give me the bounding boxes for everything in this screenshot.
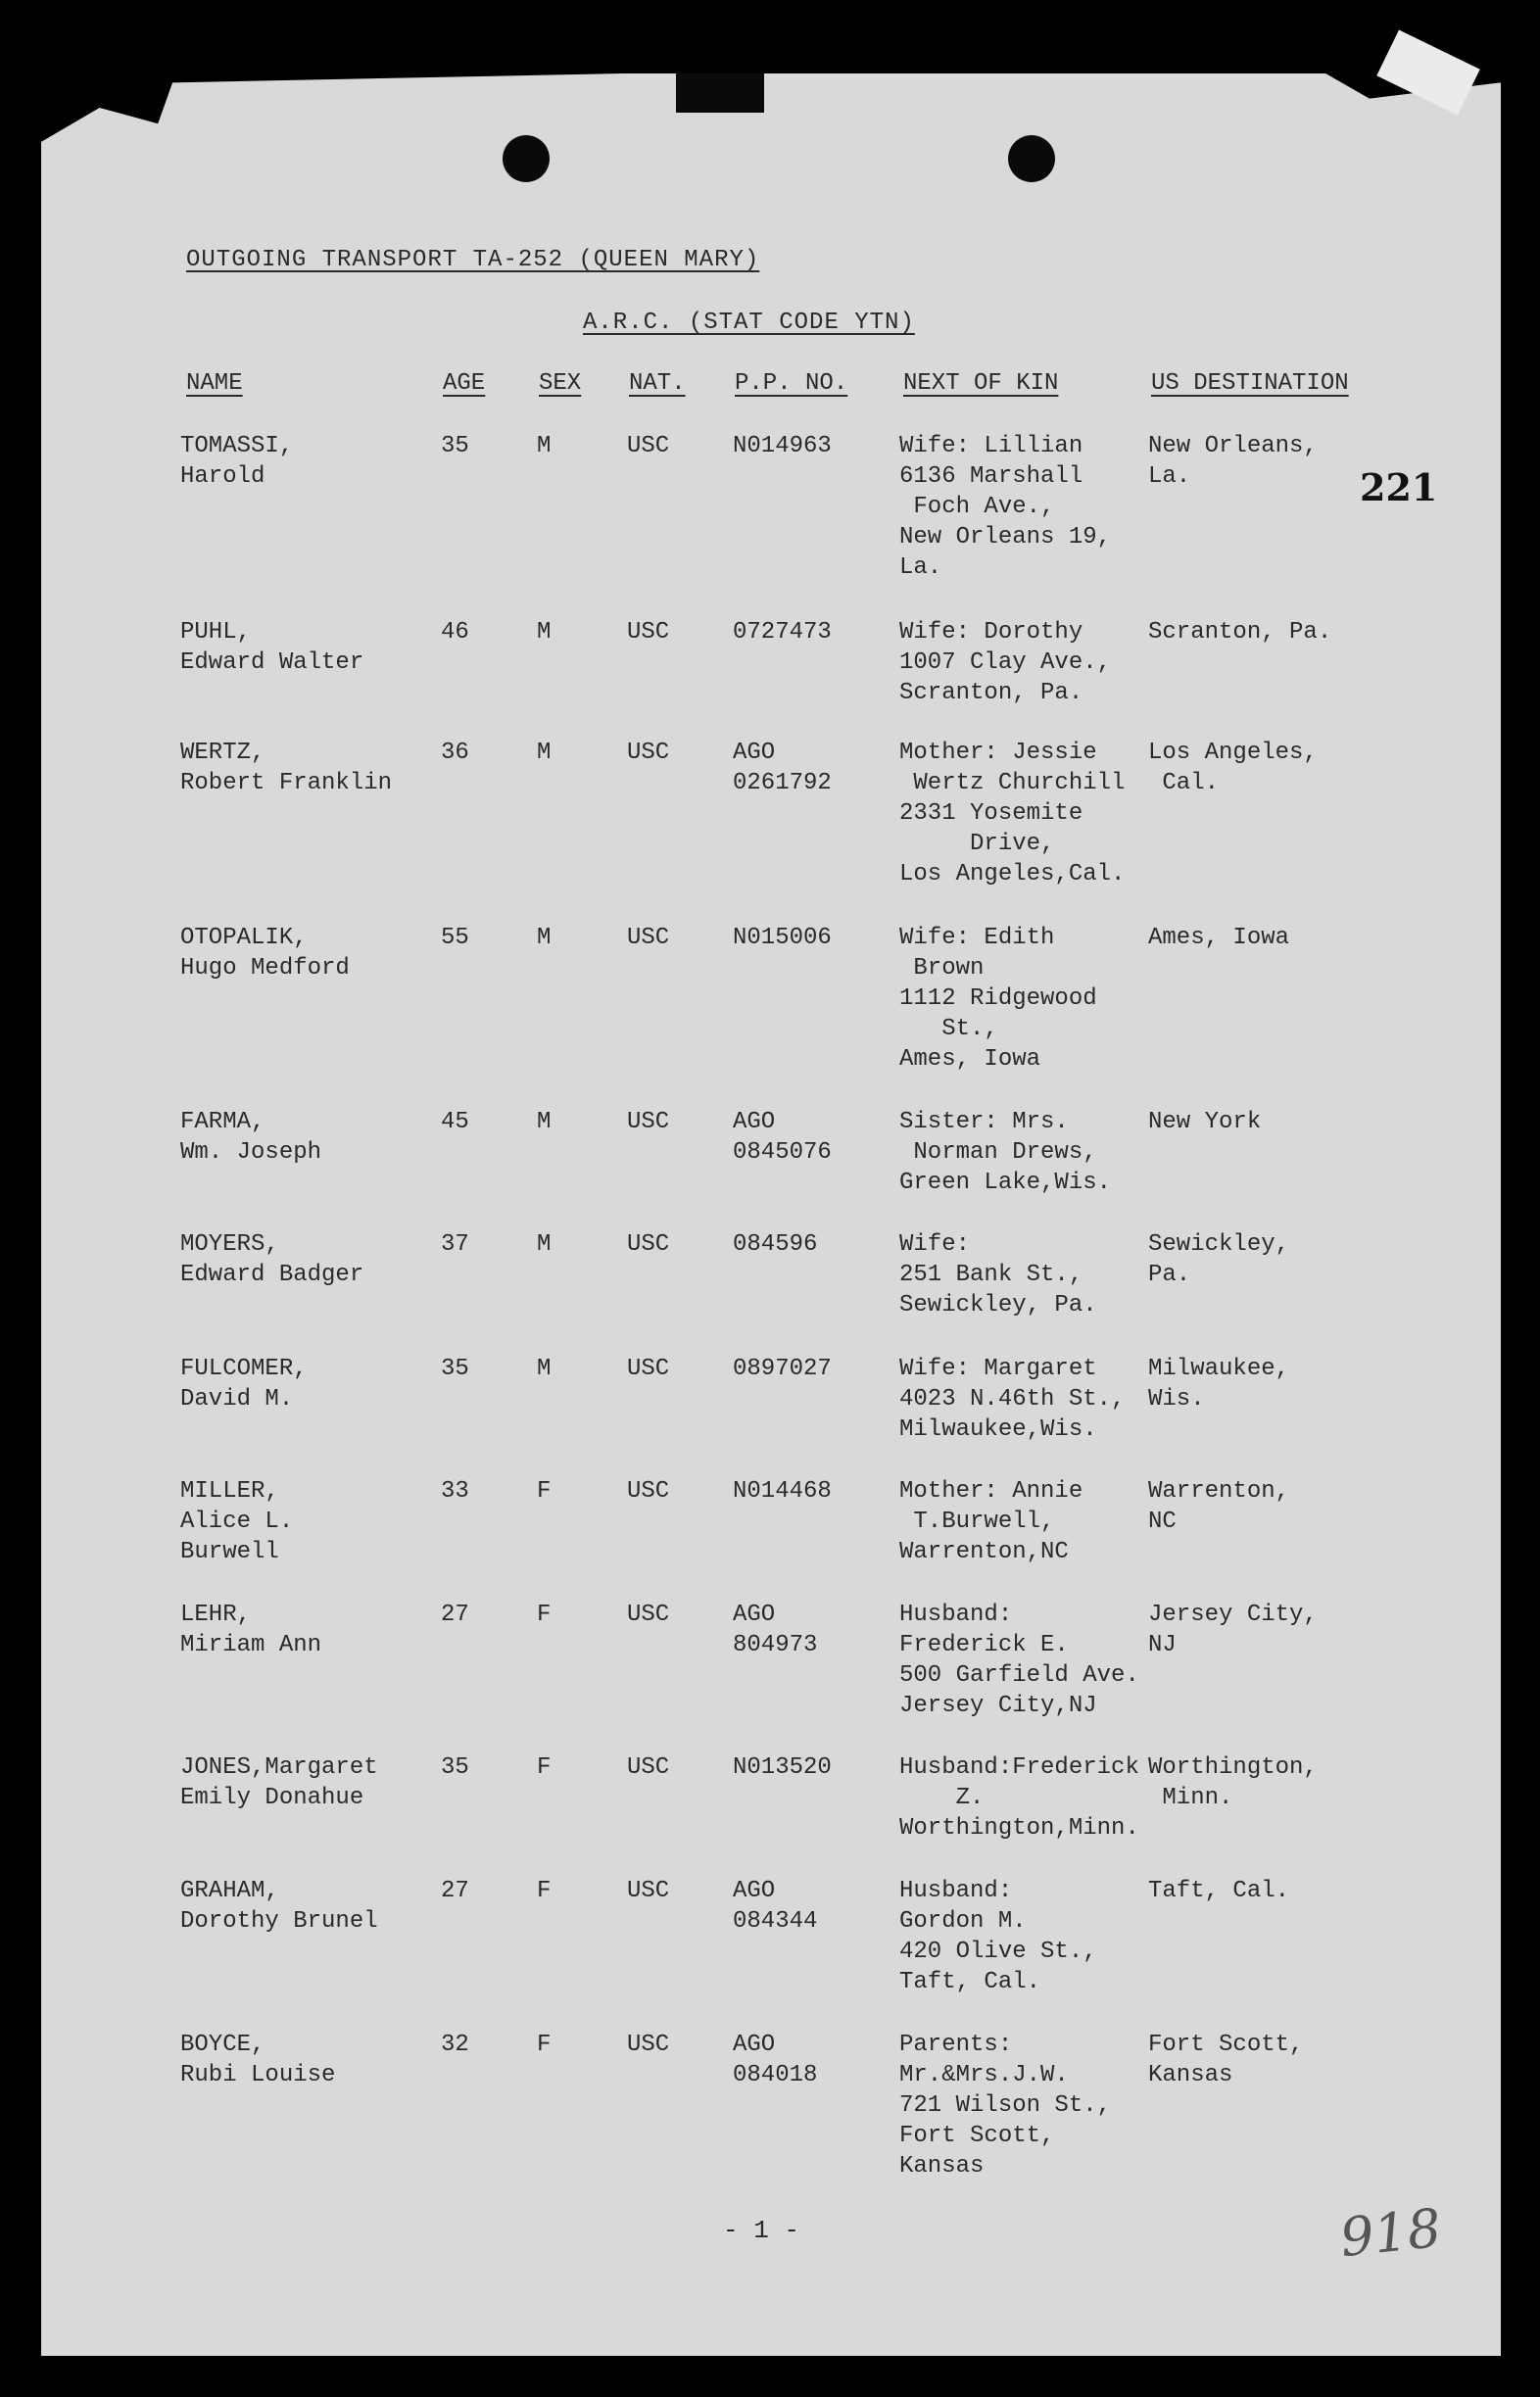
cell-name: WERTZ, Robert Franklin (180, 740, 393, 796)
cell-next-of-kin: Parents: Mr.&Mrs.J.W. 721 Wilson St., Fort Scott, Kansas (899, 2032, 1112, 2180)
header-pp-no: P.P. NO. (735, 370, 848, 397)
cell-age: 33 (441, 1478, 469, 1505)
cell-next-of-kin: Husband: Gordon M. 420 Olive St., Taft, Cal. (899, 1878, 1097, 1995)
cell-name: OTOPALIK, Hugo Medford (180, 925, 350, 982)
cell-next-of-kin: Wife: 251 Bank St., Sewickley, Pa. (899, 1231, 1097, 1318)
cell-name: TOMASSI, Harold (180, 433, 294, 490)
cell-pp-no: N013520 (733, 1754, 832, 1781)
header-name: NAME (186, 370, 243, 397)
header-us-destination: US DESTINATION (1151, 370, 1349, 397)
cell-pp-no: 0897027 (733, 1356, 832, 1382)
page-number: - 1 - (723, 2216, 800, 2245)
cell-pp-no: AGO 0261792 (733, 740, 832, 796)
cell-next-of-kin: Husband:Frederick Z. Worthington,Minn. (899, 1754, 1139, 1842)
cell-sex: M (537, 619, 552, 646)
document-subtitle: A.R.C. (STAT CODE YTN) (583, 310, 915, 336)
cell-nat: USC (627, 1754, 670, 1781)
cell-next-of-kin: Wife: Dorothy 1007 Clay Ave., Scranton, Pa. (899, 619, 1112, 706)
punch-hole (503, 135, 550, 182)
cell-next-of-kin: Wife: Lillian 6136 Marshall Foch Ave., New Orleans 19, La. (899, 433, 1112, 581)
header-nat: NAT. (629, 370, 686, 397)
torn-tab (676, 73, 764, 113)
cell-us-destination: Sewickley, Pa. (1148, 1231, 1290, 1288)
cell-pp-no: AGO 804973 (733, 1602, 818, 1658)
header-next-of-kin: NEXT OF KIN (903, 370, 1059, 397)
cell-age: 35 (441, 1754, 469, 1781)
cell-age: 36 (441, 740, 469, 766)
cell-age: 32 (441, 2032, 469, 2058)
cell-us-destination: Worthington, Minn. (1148, 1754, 1318, 1811)
header-sex: SEX (539, 370, 582, 397)
cell-age: 27 (441, 1878, 469, 1904)
cell-next-of-kin: Wife: Edith Brown 1112 Ridgewood St., Ames, Iowa (899, 925, 1097, 1073)
cell-us-destination: Fort Scott, Kansas (1148, 2032, 1304, 2088)
cell-us-destination: Los Angeles, Cal. (1148, 740, 1318, 796)
cell-sex: M (537, 1109, 552, 1135)
cell-name: MILLER, Alice L. Burwell (180, 1478, 294, 1565)
cell-us-destination: Milwaukee, Wis. (1148, 1356, 1290, 1413)
cell-nat: USC (627, 619, 670, 646)
cell-name: GRAHAM, Dorothy Brunel (180, 1878, 378, 1935)
cell-sex: M (537, 433, 552, 459)
cell-age: 55 (441, 925, 469, 951)
cell-next-of-kin: Wife: Margaret 4023 N.46th St., Milwaukee,Wis. (899, 1356, 1126, 1443)
cell-sex: M (537, 740, 552, 766)
cell-sex: F (537, 1478, 552, 1505)
cell-name: FULCOMER, David M. (180, 1356, 308, 1413)
cell-us-destination: New York (1148, 1109, 1262, 1135)
cell-name: MOYERS, Edward Badger (180, 1231, 364, 1288)
document-title: OUTGOING TRANSPORT TA-252 (QUEEN MARY) (186, 247, 760, 273)
punch-hole (1008, 135, 1055, 182)
cell-us-destination: New Orleans, La. (1148, 433, 1318, 490)
cell-pp-no: AGO 084018 (733, 2032, 818, 2088)
cell-pp-no: AGO 0845076 (733, 1109, 832, 1166)
cell-us-destination: Jersey City, NJ (1148, 1602, 1318, 1658)
cell-age: 45 (441, 1109, 469, 1135)
cell-age: 35 (441, 433, 469, 459)
cell-nat: USC (627, 740, 670, 766)
cell-next-of-kin: Mother: Annie T.Burwell, Warrenton,NC (899, 1478, 1083, 1565)
cell-sex: F (537, 2032, 552, 2058)
cell-next-of-kin: Mother: Jessie Wertz Churchill 2331 Yosemite Drive, Los Angeles,Cal. (899, 740, 1126, 887)
cell-nat: USC (627, 1478, 670, 1505)
handwritten-number: 918 (1336, 2196, 1445, 2270)
cell-us-destination: Scranton, Pa. (1148, 619, 1332, 646)
cell-nat: USC (627, 1231, 670, 1258)
cell-sex: F (537, 1878, 552, 1904)
header-age: AGE (443, 370, 486, 397)
cell-sex: F (537, 1754, 552, 1781)
cell-next-of-kin: Husband: Frederick E. 500 Garfield Ave. Jersey City,NJ (899, 1602, 1139, 1719)
cell-pp-no: 084596 (733, 1231, 818, 1258)
cell-name: FARMA, Wm. Joseph (180, 1109, 322, 1166)
cell-name: LEHR, Miriam Ann (180, 1602, 322, 1658)
document-page (41, 73, 1501, 2356)
cell-age: 35 (441, 1356, 469, 1382)
cell-pp-no: AGO 084344 (733, 1878, 818, 1935)
cell-nat: USC (627, 1878, 670, 1904)
cell-nat: USC (627, 1356, 670, 1382)
cell-nat: USC (627, 1602, 670, 1628)
cell-age: 37 (441, 1231, 469, 1258)
cell-sex: M (537, 1356, 552, 1382)
cell-name: BOYCE, Rubi Louise (180, 2032, 336, 2088)
cell-sex: M (537, 925, 552, 951)
cell-sex: F (537, 1602, 552, 1628)
cell-pp-no: N015006 (733, 925, 832, 951)
cell-pp-no: N014468 (733, 1478, 832, 1505)
cell-age: 27 (441, 1602, 469, 1628)
cell-us-destination: Ames, Iowa (1148, 925, 1290, 951)
cell-nat: USC (627, 925, 670, 951)
cell-name: PUHL, Edward Walter (180, 619, 364, 676)
cell-pp-no: N014963 (733, 433, 832, 459)
cell-nat: USC (627, 433, 670, 459)
cell-pp-no: 0727473 (733, 619, 832, 646)
cell-us-destination: Taft, Cal. (1148, 1878, 1290, 1904)
cell-sex: M (537, 1231, 552, 1258)
cell-nat: USC (627, 2032, 670, 2058)
cell-name: JONES,Margaret Emily Donahue (180, 1754, 378, 1811)
cell-next-of-kin: Sister: Mrs. Norman Drews, Green Lake,Wis. (899, 1109, 1112, 1196)
cell-nat: USC (627, 1109, 670, 1135)
cell-age: 46 (441, 619, 469, 646)
stamp-number: 221 (1360, 465, 1438, 509)
cell-us-destination: Warrenton, NC (1148, 1478, 1290, 1535)
